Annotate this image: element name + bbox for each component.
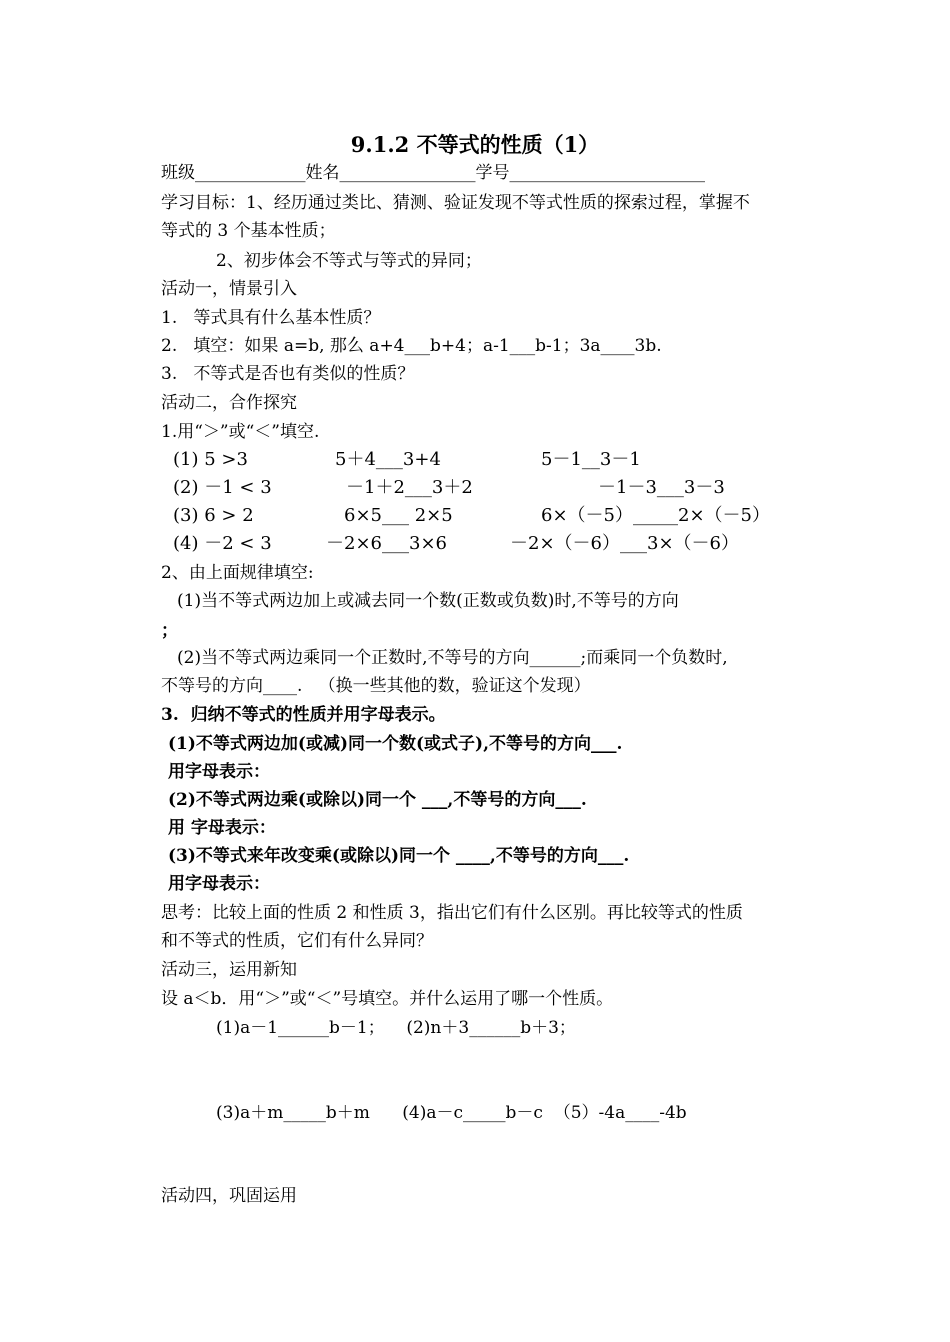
rule-heading: 2、由上面规律填空: [161, 563, 314, 583]
grid-row-1-b: 5＋4___3+4 [335, 449, 441, 470]
exercise-row-2: (3)a＋m_____b＋m (4)a－c_____b－c （5）-4a____-4b [216, 1103, 687, 1123]
objectives-line-3: 2、初步体会不等式与等式的异同； [216, 251, 482, 271]
rule-1-line-1: (1)当不等式两边加上或减去同一个数(正数或负数)时,不等号的方向 [177, 591, 679, 611]
activity2-intro: 1.用“＞”或“＜”填空. [161, 422, 320, 442]
grid-row-3-b: 6×5___ 2×5 [344, 505, 453, 526]
activity3-intro: 设 a＜b．用“＞”或“＜”号填空。并什么运用了哪一个性质。 [161, 989, 614, 1009]
property-2: (2)不等式两边乘(或除以)同一个 ___,不等号的方向___. [168, 790, 587, 810]
activity4-heading: 活动四，巩固运用 [161, 1186, 297, 1206]
property-3: (3)不等式来年改变乘(或除以)同一个 ____,不等号的方向___. [168, 846, 630, 866]
objectives-line-1: 学习目标：1、经历通过类比、猜测、验证发现不等式性质的探索过程，掌握不 [161, 193, 750, 213]
grid-row-3-c: 6×（－5）_____2×（－5） [541, 505, 770, 526]
activity2-heading: 活动二，合作探究 [161, 393, 297, 413]
grid-row-2-c: －1－3___3－3 [598, 477, 725, 498]
activity1-question-3: 3. 不等式是否也有类似的性质？ [161, 364, 415, 384]
summary-heading: 3. 归纳不等式的性质并用字母表示。 [161, 705, 446, 725]
student-info-line: 班级_____________姓名________________学号_______________________ [161, 163, 705, 183]
rule-2-line-2: 不等号的方向____. （换一些其他的数，验证这个发现） [161, 676, 591, 696]
grid-row-1-a: (1) 5 >3 [173, 449, 248, 470]
activity1-question-2: 2. 填空：如果 a=b, 那么 a+4___b+4；a-1___b-1；3a____3b. [161, 336, 662, 356]
grid-row-2-a: (2) －1 < 3 [173, 477, 272, 498]
exercise-row-1: (1)a－1______b－1； (2)n＋3______b＋3； [216, 1018, 576, 1038]
grid-row-3-a: (3) 6 > 2 [173, 505, 254, 526]
property-1: (1)不等式两边加(或减)同一个数(或式子),不等号的方向___. [168, 734, 623, 754]
property-2-expression: 用 字母表示： [168, 818, 276, 838]
rule-2-line-1: (2)当不等式两边乘同一个正数时,不等号的方向______;而乘同一个负数时, [177, 648, 728, 668]
property-3-expression: 用字母表示： [168, 874, 270, 894]
property-1-expression: 用字母表示： [168, 762, 270, 782]
grid-row-1-c: 5－1__3－1 [541, 449, 641, 470]
think-line-1: 思考：比较上面的性质 2 和性质 3，指出它们有什么区别。再比较等式的性质 [161, 903, 743, 923]
page-title: 9.1.2 不等式的性质（1） [350, 132, 600, 157]
activity1-heading: 活动一，情景引入 [161, 279, 297, 299]
grid-row-2-b: －1＋2___3＋2 [346, 477, 473, 498]
grid-row-4-a: (4) －2 < 3 [173, 533, 272, 554]
grid-row-4-b: －2×6___3×6 [326, 533, 447, 554]
activity3-heading: 活动三，运用新知 [161, 960, 297, 980]
activity1-question-1: 1. 等式具有什么基本性质？ [161, 308, 381, 328]
grid-row-4-c: －2×（－6）___3×（－6） [510, 533, 739, 554]
think-line-2: 和不等式的性质，它们有什么异同？ [161, 931, 433, 951]
rule-1-line-2: ； [161, 621, 178, 641]
objectives-line-2: 等式的 3 个基本性质； [161, 221, 336, 241]
